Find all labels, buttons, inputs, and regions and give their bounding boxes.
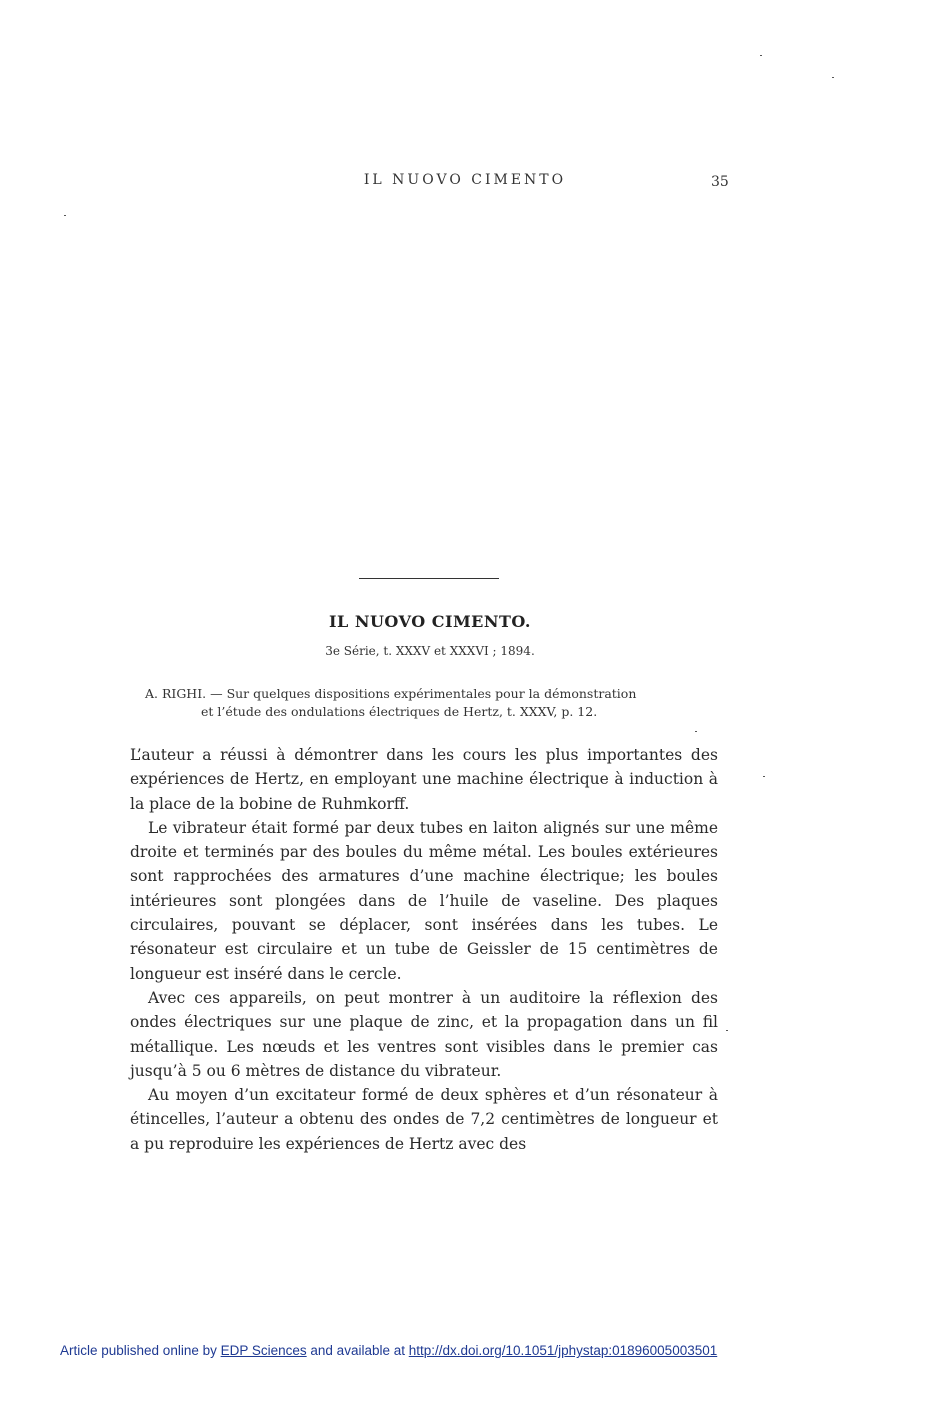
paragraph: L’auteur a réussi à démontrer dans les cours les plus importantes des expériences de Hertz, en employant une machine électrique à induction à la place de la bobine de Ruhmkorff. — [130, 746, 718, 813]
paragraph: Au moyen d’un excitateur formé de deux sphères et d’un résonateur à étincelles, l’auteur a obtenu des ondes de 7,2 centimètres de longueur et a pu reproduire les expériences de Hertz avec des — [130, 1086, 718, 1153]
section-title: IL NUOVO CIMENTO. — [329, 612, 531, 631]
page-number: 35 — [711, 174, 729, 190]
scan-speck — [763, 776, 765, 777]
reference-line-2: et l’étude des ondulations électriques de Hertz, t. XXXV, p. 12. — [201, 704, 598, 719]
scan-speck — [726, 1030, 728, 1031]
scan-speck — [695, 731, 697, 732]
scan-speck — [64, 215, 66, 216]
footer-middle: and available at — [306, 1343, 409, 1358]
section-divider — [359, 578, 499, 579]
scan-speck — [832, 77, 834, 78]
publication-footer — [60, 1343, 717, 1358]
paragraph: Le vibrateur était formé par deux tubes en laiton alignés sur une même droite et terminés par des boules du même métal. Les boules extérieures sont rapprochées des armatures d’une machine électrique; les boules intérieures sont plongées dans de l’huile de vaseline. Des plaques circulaires, pouvant se déplacer, sont insérées dans les tubes. Le résonateur est circulaire et un tube de Geissler de 15 centimètres de longueur est inséré dans le cercle. — [130, 818, 718, 983]
reference-line-1: A. RIGHI. — Sur quelques dispositions expérimentales pour la démonstration — [145, 686, 637, 701]
doi-link[interactable]: http://dx.doi.org/10.1051/jphystap:01896005003501 — [408, 1343, 718, 1358]
scan-speck — [760, 55, 762, 56]
series-line: 3e Série, t. XXXV et XXXVI ; 1894. — [325, 644, 535, 658]
paragraph: Avec ces appareils, on peut montrer à un auditoire la réflexion des ondes électriques sur une plaque de zinc, et la propagation dans un fil métallique. Les nœuds et les ventres sont visibles dans le premier cas jusqu’à 5 ou 6 mètres de distance du vibrateur. — [130, 988, 718, 1080]
publisher-link[interactable]: EDP Sciences — [220, 1343, 307, 1358]
article-body — [130, 743, 718, 1156]
running-title: IL NUOVO CIMENTO — [363, 172, 567, 188]
footer-prefix: Article published online by — [60, 1343, 221, 1358]
